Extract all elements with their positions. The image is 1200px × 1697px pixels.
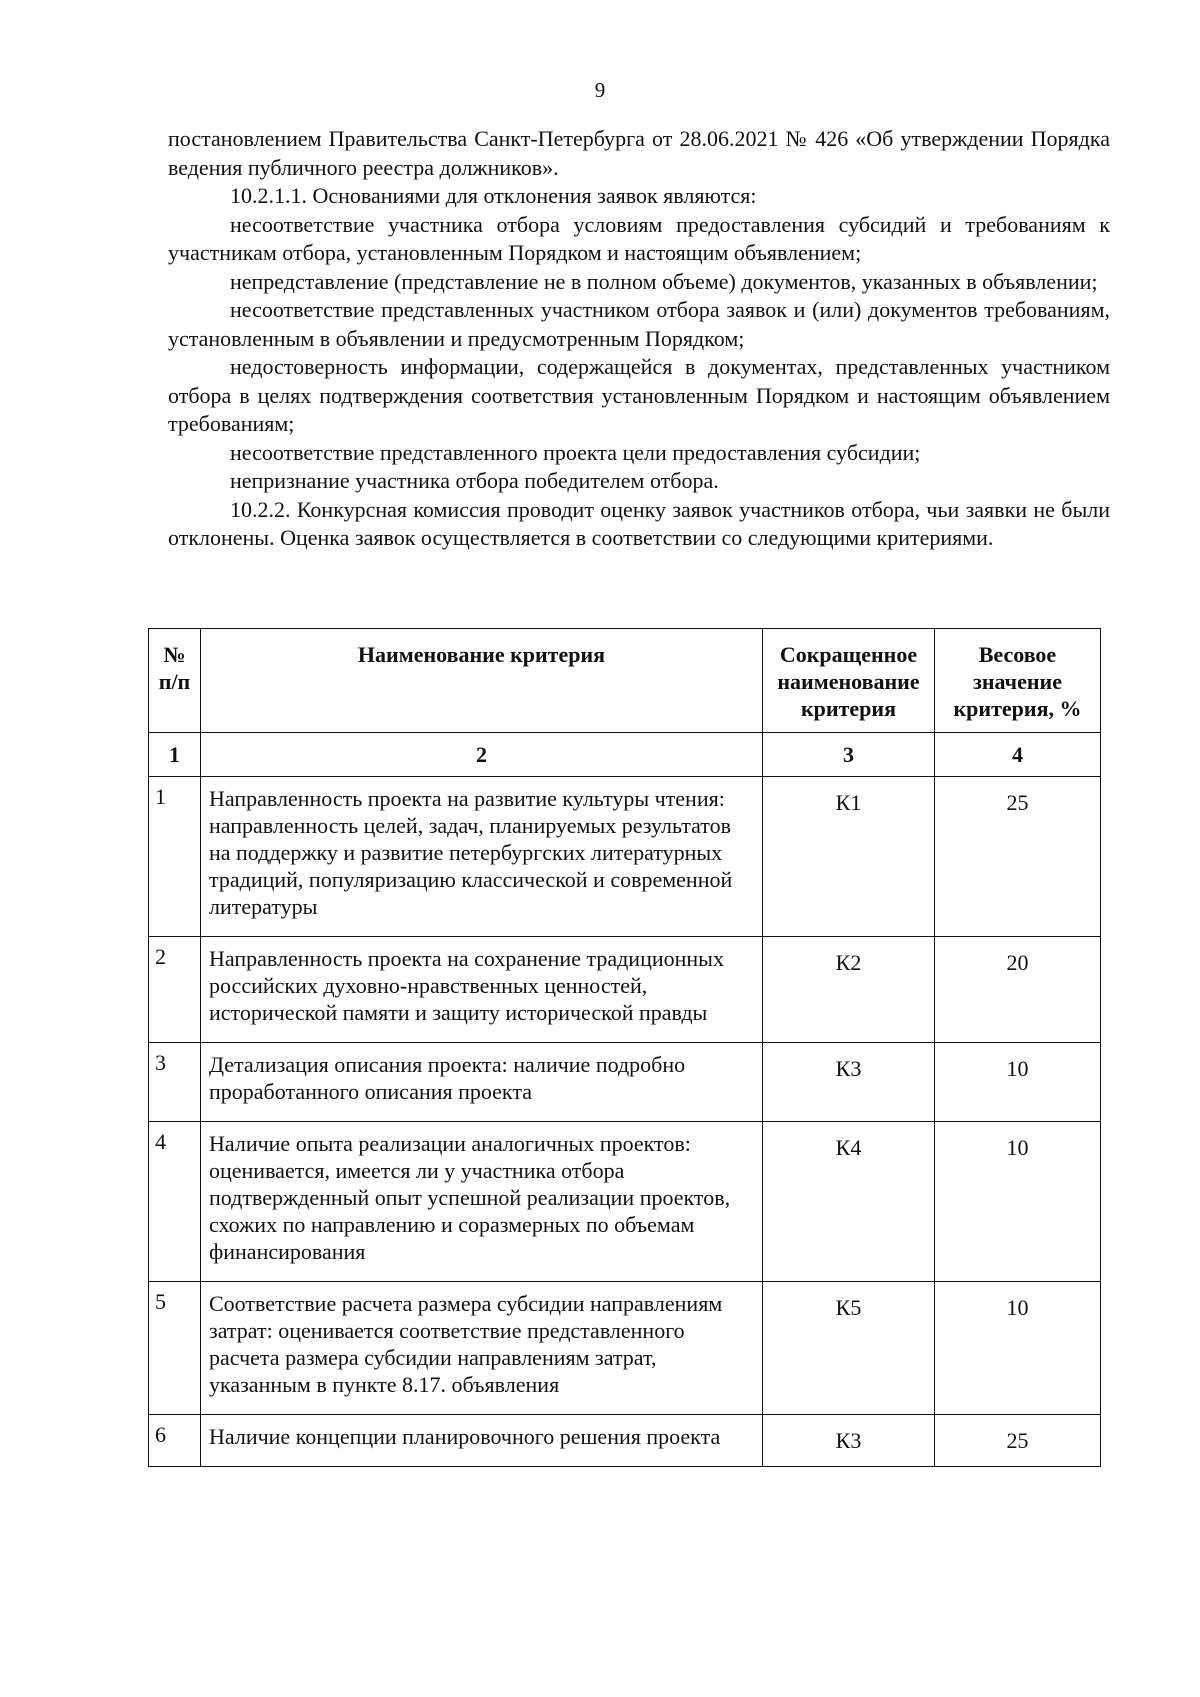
criterion-name: Направленность проекта на сохранение традиционных российских духовно-нравственных ценностей, исторической памяти и защиту исторической правды <box>201 937 763 1043</box>
criterion-weight: 20 <box>935 937 1101 1043</box>
column-number: 2 <box>201 733 763 777</box>
table-row <box>149 777 1101 937</box>
table-row <box>149 1043 1101 1122</box>
paragraph-rejection-ground: несоответствие участника отбора условиям предоставления субсидий и требованиям к участникам отбора, установленным Порядком и настоящим объявлением; <box>168 211 1110 265</box>
row-number: 4 <box>149 1122 201 1282</box>
criterion-name: Направленность проекта на развитие культуры чтения: направленность целей, задач, планируемых результатов на поддержку и развитие петербургских литературных традиций, популяризацию классической и современной литературы <box>201 777 763 937</box>
criterion-code: К4 <box>763 1122 935 1282</box>
criterion-code: К1 <box>763 777 935 937</box>
row-number: 1 <box>149 777 201 937</box>
criterion-name: Наличие опыта реализации аналогичных проектов: оценивается, имеется ли у участника отбора подтвержденный опыт успешной реализации проектов, схожих по направлению и соразмерных по объемам финансирования <box>201 1122 763 1282</box>
criteria-table <box>148 628 1101 1467</box>
table-row <box>149 937 1101 1043</box>
criterion-code: К3 <box>763 1043 935 1122</box>
criterion-code: К2 <box>763 937 935 1043</box>
criterion-name: Соответствие расчета размера субсидии направлениям затрат: оценивается соответствие представленного расчета размера субсидии направлениям затрат, указанным в пункте 8.17. объявления <box>201 1282 763 1415</box>
criterion-code: К3 <box>763 1415 935 1467</box>
table-row <box>149 1122 1101 1282</box>
paragraph-rejection-ground: непредставление (представление не в полном объеме) документов, указанных в объявлении; <box>230 268 1098 294</box>
row-number: 2 <box>149 937 201 1043</box>
header-number: № п/п <box>149 629 201 733</box>
row-number: 5 <box>149 1282 201 1415</box>
paragraph-rejection-grounds-heading: 10.2.1.1. Основаниями для отклонения заявок являются: <box>230 183 757 208</box>
column-number-row <box>149 733 1101 777</box>
criterion-weight: 10 <box>935 1282 1101 1415</box>
paragraph-rejection-ground: несоответствие представленных участником отбора заявок и (или) документов требованиям, установленным в объявлении и предусмотренным Порядком; <box>168 297 1110 351</box>
criterion-weight: 25 <box>935 777 1101 937</box>
paragraph-rejection-ground: недостоверность информации, содержащейся в документах, представленных участником отбора в целях подтверждения соответствия установленным Порядком и настоящим объявлением требованиям; <box>168 354 1110 436</box>
table-header-row <box>149 629 1101 733</box>
criterion-code: К5 <box>763 1282 935 1415</box>
criterion-weight: 10 <box>935 1122 1101 1282</box>
row-number: 6 <box>149 1415 201 1467</box>
criterion-name: Наличие концепции планировочного решения проекта <box>201 1415 763 1467</box>
table-row <box>149 1282 1101 1415</box>
column-number: 1 <box>149 733 201 777</box>
row-number: 3 <box>149 1043 201 1122</box>
document-body <box>168 125 1110 553</box>
paragraph-registry-reference: постановлением Правительства Санкт-Петербурга от 28.06.2021 № 426 «Об утверждении Порядка ведения публичного реестра должников». <box>168 126 1110 180</box>
paragraph-rejection-ground: несоответствие представленного проекта цели предоставления субсидии; <box>230 439 921 465</box>
criterion-name: Детализация описания проекта: наличие подробно проработанного описания проекта <box>201 1043 763 1122</box>
paragraph-evaluation-intro: 10.2.2. Конкурсная комиссия проводит оценку заявок участников отбора, чьи заявки не были отклонены. Оценка заявок осуществляется в соответствии со следующими критериями. <box>168 496 1110 550</box>
criterion-weight: 25 <box>935 1415 1101 1467</box>
table-row <box>149 1415 1101 1467</box>
header-weight: Весовое значение критерия, % <box>935 629 1101 733</box>
criterion-weight: 10 <box>935 1043 1101 1122</box>
column-number: 3 <box>763 733 935 777</box>
paragraph-rejection-ground: непризнание участника отбора победителем отбора. <box>230 468 719 493</box>
header-short-name: Сокращенное наименование критерия <box>763 629 935 733</box>
page-number: 9 <box>594 78 606 102</box>
header-criterion-name: Наименование критерия <box>201 629 763 733</box>
column-number: 4 <box>935 733 1101 777</box>
